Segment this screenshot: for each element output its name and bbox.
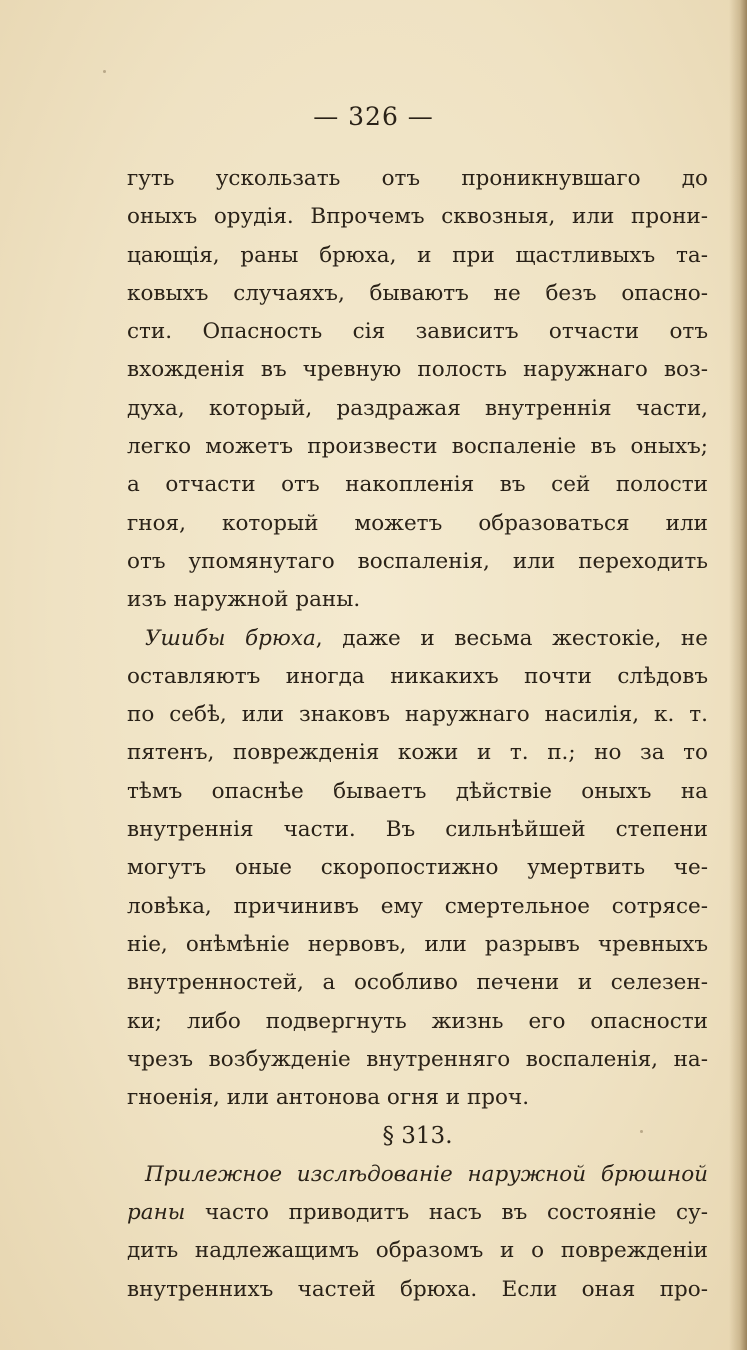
text-line: сти. Опасность сія зависитъ отчасти отъ bbox=[127, 319, 708, 345]
text-line: пятенъ, поврежденія кожи и т. п.; но за то bbox=[127, 740, 708, 766]
italic-term: Ушибы брюха bbox=[145, 625, 316, 651]
text-line: ки; либо подвергнуть жизнь его опасности bbox=[127, 1008, 708, 1034]
text-line: изъ наружной раны. bbox=[127, 587, 361, 613]
text-line: гноенія, или антонова огня и проч. bbox=[127, 1085, 530, 1111]
text-line: легко можетъ произвести воспаленіе въ оныхъ; bbox=[127, 434, 708, 460]
text-line: дить надлежащимъ образомъ и о поврежденіи bbox=[127, 1238, 708, 1264]
italic-term: раны bbox=[127, 1200, 186, 1226]
text-line: внутреннія части. Въ сильнѣйшей степени bbox=[127, 817, 708, 843]
text-line: могутъ оные скоропостижно умертвить че- bbox=[127, 855, 708, 881]
text-run: , даже и весьма жестокіе, не bbox=[315, 625, 708, 651]
text-line bbox=[127, 620, 708, 658]
text-line: ніе, онѣмѣніе нервовъ, или разрывъ чревныхъ bbox=[127, 931, 708, 957]
text-line: гноя, который можетъ образоваться или bbox=[127, 510, 708, 536]
text-line: Прилежное изслѣдованіе наружной брюшной bbox=[145, 1161, 708, 1187]
text-line: оныхъ орудія. Впрочемъ сквозныя, или прони- bbox=[127, 204, 708, 230]
text-line: по себѣ, или знаковъ наружнаго насилія, к. т. bbox=[127, 702, 708, 728]
text-line: внутреннихъ частей брюха. Если оная про- bbox=[127, 1276, 708, 1302]
text-line: оставляютъ иногда никакихъ почти слѣдовъ bbox=[127, 663, 708, 689]
text-line: тѣмъ опаснѣе бываетъ дѣйствіе оныхъ на bbox=[127, 778, 708, 804]
text-line: отъ упомянутаго воспаленія, или переходить bbox=[127, 548, 708, 574]
text-line: цающія, раны брюха, и при щастливыхъ та- bbox=[127, 242, 708, 268]
text-line bbox=[127, 1194, 708, 1232]
text-line: вхожденія въ чревную полость наружнаго воз- bbox=[127, 357, 708, 383]
text-line: а отчасти отъ накопленія въ сей полости bbox=[127, 472, 708, 498]
paper-speck bbox=[103, 70, 106, 73]
text-line: внутренностей, а особливо печени и селезен- bbox=[127, 970, 708, 996]
page-number: — 326 — bbox=[313, 102, 434, 131]
page-body bbox=[127, 160, 708, 1309]
section-heading: § 313. bbox=[382, 1123, 453, 1150]
text-line: ковыхъ случаяхъ, бываютъ не безъ опасно- bbox=[127, 280, 708, 306]
text-line: ловѣка, причинивъ ему смертельное сотрясе- bbox=[127, 893, 708, 919]
text-run: часто приводитъ насъ въ состояніе су- bbox=[185, 1200, 708, 1226]
page-edge-shadow bbox=[729, 0, 747, 1350]
text-line: духа, который, раздражая внутреннія части, bbox=[127, 395, 708, 421]
text-line: гуть ускользать отъ проникнувшаго до bbox=[127, 166, 708, 191]
text-line: чрезъ возбужденіе внутренняго воспаленія, на- bbox=[127, 1046, 708, 1072]
